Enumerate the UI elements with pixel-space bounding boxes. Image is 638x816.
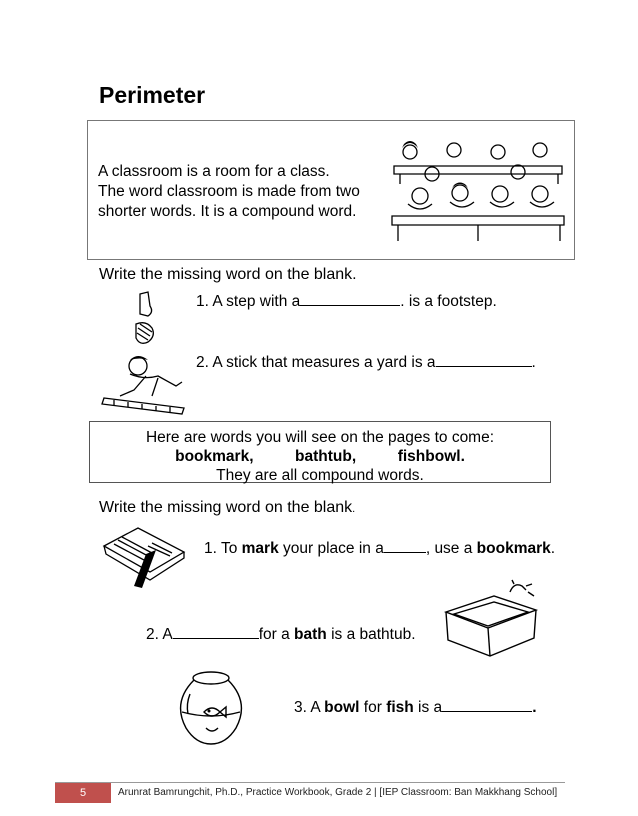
steps-illustration	[128, 290, 160, 352]
question-text: for	[359, 699, 387, 716]
student-head	[403, 145, 417, 159]
desk-row-front	[392, 216, 564, 241]
question-footstep	[196, 291, 497, 311]
desk-row-back	[394, 166, 562, 184]
question-bookmark	[204, 538, 555, 558]
bold-bowl: bowl	[324, 699, 360, 716]
question-bathtub	[146, 624, 416, 644]
question-text: 2. A stick that measures a yard is a	[196, 354, 436, 371]
instruction-period: .	[352, 503, 356, 515]
question-text: .	[531, 354, 536, 371]
bold-mark: mark	[241, 540, 279, 557]
word-bookmark: bookmark,	[175, 448, 254, 465]
wordbox-words	[90, 447, 550, 466]
instruction-text: Write the missing word on the blank	[99, 499, 353, 516]
question-text: 3. A	[294, 699, 325, 716]
page-number: 5	[55, 783, 111, 803]
student-head	[412, 188, 428, 204]
intro-line-2: The word classroom is made from two	[98, 183, 360, 200]
student-head	[532, 186, 548, 202]
child-head	[129, 357, 147, 375]
answer-blank[interactable]	[442, 697, 532, 712]
fishbowl-illustration	[176, 668, 246, 746]
student-head	[533, 143, 547, 157]
faucet	[510, 580, 534, 596]
answer-blank[interactable]	[384, 538, 426, 553]
answer-blank[interactable]	[436, 352, 532, 367]
bold-fish: fish	[386, 699, 414, 716]
bold-bookmark: bookmark	[476, 540, 551, 557]
bold-bath: bath	[294, 626, 327, 643]
question-yardstick	[196, 352, 536, 372]
classroom-illustration	[390, 138, 568, 246]
student-head	[511, 165, 525, 179]
question-text: .	[550, 540, 556, 557]
bathtub-illustration	[440, 578, 544, 660]
bowl-rim	[193, 672, 229, 684]
page-title: Perimeter	[99, 82, 206, 108]
student-head	[447, 143, 461, 157]
student-head	[492, 186, 508, 202]
question-text: is a bathtub.	[326, 626, 416, 643]
wordbox-line-3: They are all compound words.	[216, 467, 424, 484]
yardstick-illustration	[100, 352, 192, 420]
question-text: 1. A step with a	[196, 293, 301, 310]
question-end: .	[532, 699, 537, 716]
question-text: 2. A	[146, 626, 173, 643]
word-bathtub: bathtub,	[295, 448, 357, 465]
question-text: . is a footstep.	[400, 293, 497, 310]
wordbox-line-1: Here are words you will see on the pages to come:	[145, 429, 495, 446]
intro-line-3: shorter words. It is a compound word.	[98, 203, 357, 220]
question-text: for a	[258, 626, 295, 643]
question-text: is a	[413, 699, 443, 716]
question-text: , use a	[425, 540, 477, 557]
wordbox	[89, 421, 551, 483]
section1-instruction: Write the missing word on the blank.	[99, 266, 357, 283]
answer-blank[interactable]	[173, 624, 259, 639]
question-text: 1. To	[204, 540, 242, 557]
word-fishbowl: fishbowl.	[397, 448, 465, 465]
question-fishbowl	[294, 697, 537, 717]
answer-blank[interactable]	[300, 291, 400, 306]
intro-text	[98, 162, 360, 222]
question-text: your place in a	[278, 540, 384, 557]
student-head	[491, 145, 505, 159]
student-head	[452, 185, 468, 201]
book-illustration	[100, 526, 188, 592]
bowl-body	[181, 680, 242, 744]
section2-instruction	[99, 499, 355, 517]
intro-line-1: A classroom is a room for a class.	[98, 163, 330, 180]
footer-text: Arunrat Bamrungchit, Ph.D., Practice Workbook, Grade 2 | [IEP Classroom: Ban Makkhang School]	[118, 787, 558, 798]
